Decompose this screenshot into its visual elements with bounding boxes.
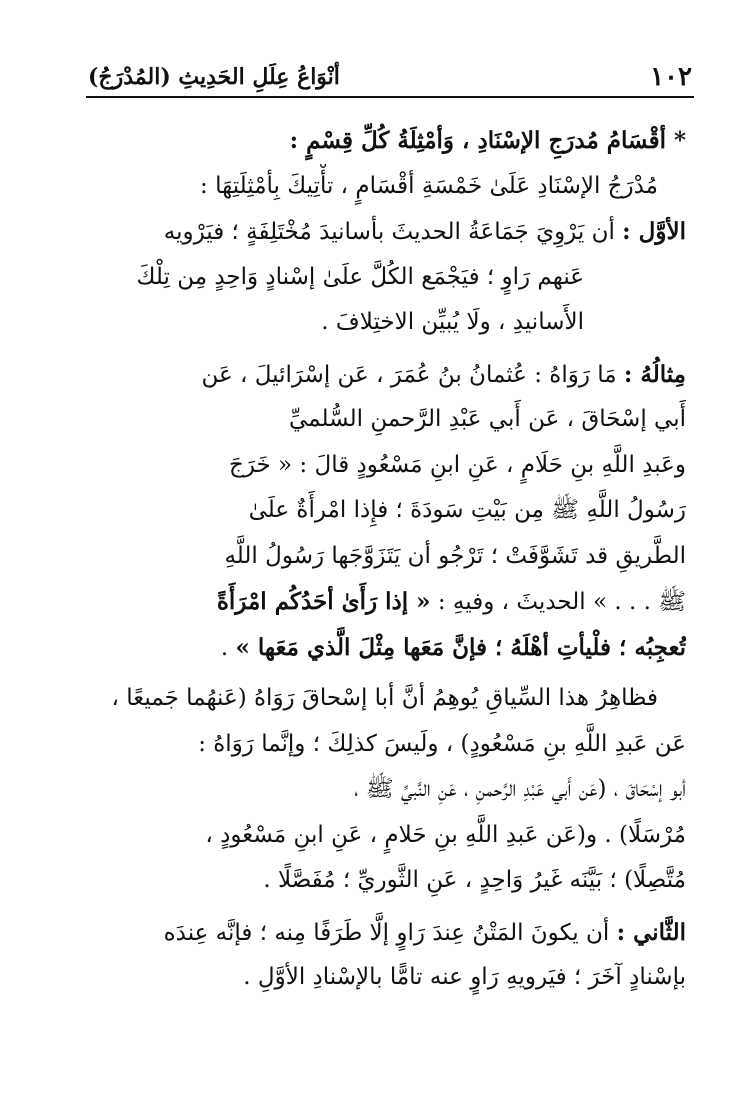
analysis-line-5: مُتَّصِلًا) ؛ بَيَّنَه غَيرُ وَاحِدٍ ، عَنِ الثَّوريِّ ؛ مُفَصَّلًا . xyxy=(263,867,686,893)
analysis-line-2: عَن عَبدِ اللَّهِ بنِ مَسْعُودٍ) ، ولَيسَ كذلِكَ ؛ وإنَّما رَوَاهُ : xyxy=(198,730,686,757)
example-line-4: رَسُولُ اللَّهِ ﷺ مِن بَيْتِ سَودَةَ ؛ فإِذا امْرأَةٌ علَىٰ xyxy=(248,497,686,523)
second-type-line-1 xyxy=(78,910,686,956)
example-line-7 xyxy=(78,625,686,671)
analysis-line-1: فظاهِرُ هذا السِّياقِ يُوهِمُ أنَّ أبا إسْحاقَ رَوَاهُ (عَنهُما جَميعًا ، xyxy=(111,685,658,711)
second-type-label: الثَّاني : xyxy=(616,918,686,946)
example-line-6-text: ﷺ . . . » الحديثَ ، وفيهِ : xyxy=(430,589,686,615)
example-line-6 xyxy=(78,579,686,625)
analysis-line-3: أبو إسْحَاقَ ، (عَن أَبي عَبْدِ الرَّحمنِ ، عَنِ النَّبيِّ ﷺ ، xyxy=(354,776,686,802)
example-label: مِثالُهُ : xyxy=(623,360,686,388)
example-line-2: أَبي إسْحَاقَ ، عَن أَبي عَبْدِ الرَّحمنِ السُّلميِّ xyxy=(289,406,686,432)
example-line-1 xyxy=(78,352,686,398)
hadith-quote-end: تُعجِبُه ؛ فلْيأتِ أهْلَهُ ؛ فإنَّ مَعَها مِثْلَ الَّذي مَعَها » xyxy=(235,633,686,661)
analysis-line-4: مُرْسَلًا) . و(عَن عَبدِ اللَّهِ بنِ حَلامٍ ، عَنِ ابنِ مَسْعُودٍ ، xyxy=(205,821,686,848)
example-line-3: وعَبدِ اللَّهِ بنِ حَلَامٍ ، عَنِ ابنِ مَسْعُودٍ قالَ : « خَرَجَ xyxy=(228,451,686,478)
hadith-quote-start: « إذا رَأَىٰ أحَدُكُم امْرَأَةً xyxy=(216,588,431,615)
intro-line: مُدْرَجُ الإسْنَادِ عَلَىٰ خَمْسَةِ أقْسَامٍ ، تأْتِيكَ بِأمْثِلَتِهَا : xyxy=(200,172,658,199)
first-type-line-3: الأَسانيدِ ، ولَا يُبيِّن الاختِلافَ . xyxy=(321,309,584,335)
example-line-5: الطَّريقِ قد تَشَوَّفَتْ ؛ تَرْجُو أن يَتَزَوَّجَها رَسُولُ اللَّهِ xyxy=(224,542,686,569)
first-type-text: أن يَرْوِيَ جَمَاعَةُ الحديثَ بأسانيدَ مُخْتَلِفَةٍ ؛ فيَرْويه xyxy=(163,219,615,245)
running-title: أنْوَاعُ عِلَلِ الحَدِيثِ (المُدْرَجُ) xyxy=(88,64,340,90)
page-header xyxy=(88,52,692,92)
header-rule xyxy=(86,96,694,98)
example-line-7-period: . xyxy=(220,634,236,661)
first-type-line-1 xyxy=(78,209,686,255)
first-type-label: الأوَّل : xyxy=(622,218,686,245)
second-type-text: أن يكونَ المَتْنُ عِندَ رَاوٍ إلَّا طَرَفًا مِنه ؛ فإنَّه عِندَه xyxy=(163,919,610,946)
page-number: ١٠٢ xyxy=(650,62,692,92)
section-heading: * أقْسَامُ مُدرَجِ الإسْنَادِ ، وَأمْثِلَةُ كُلِّ قِسْمٍ : xyxy=(289,127,686,154)
body-text xyxy=(78,118,686,1001)
example-text: مَا رَوَاهُ : عُثمانُ بنُ عُمَرَ ، عَن إسْرَائيلَ ، عَن xyxy=(201,361,617,388)
first-type-line-2: عَنهم رَاوٍ ؛ فيَجْمَع الكُلَّ علَىٰ إسْنادٍ وَاحِدٍ مِن تِلْكَ xyxy=(136,263,584,290)
second-type-line-2: بإسْنادٍ آخَرَ ؛ فيَرويهِ رَاوٍ عنه تامًّا بالإسْنادِ الأوَّلِ . xyxy=(243,964,686,990)
